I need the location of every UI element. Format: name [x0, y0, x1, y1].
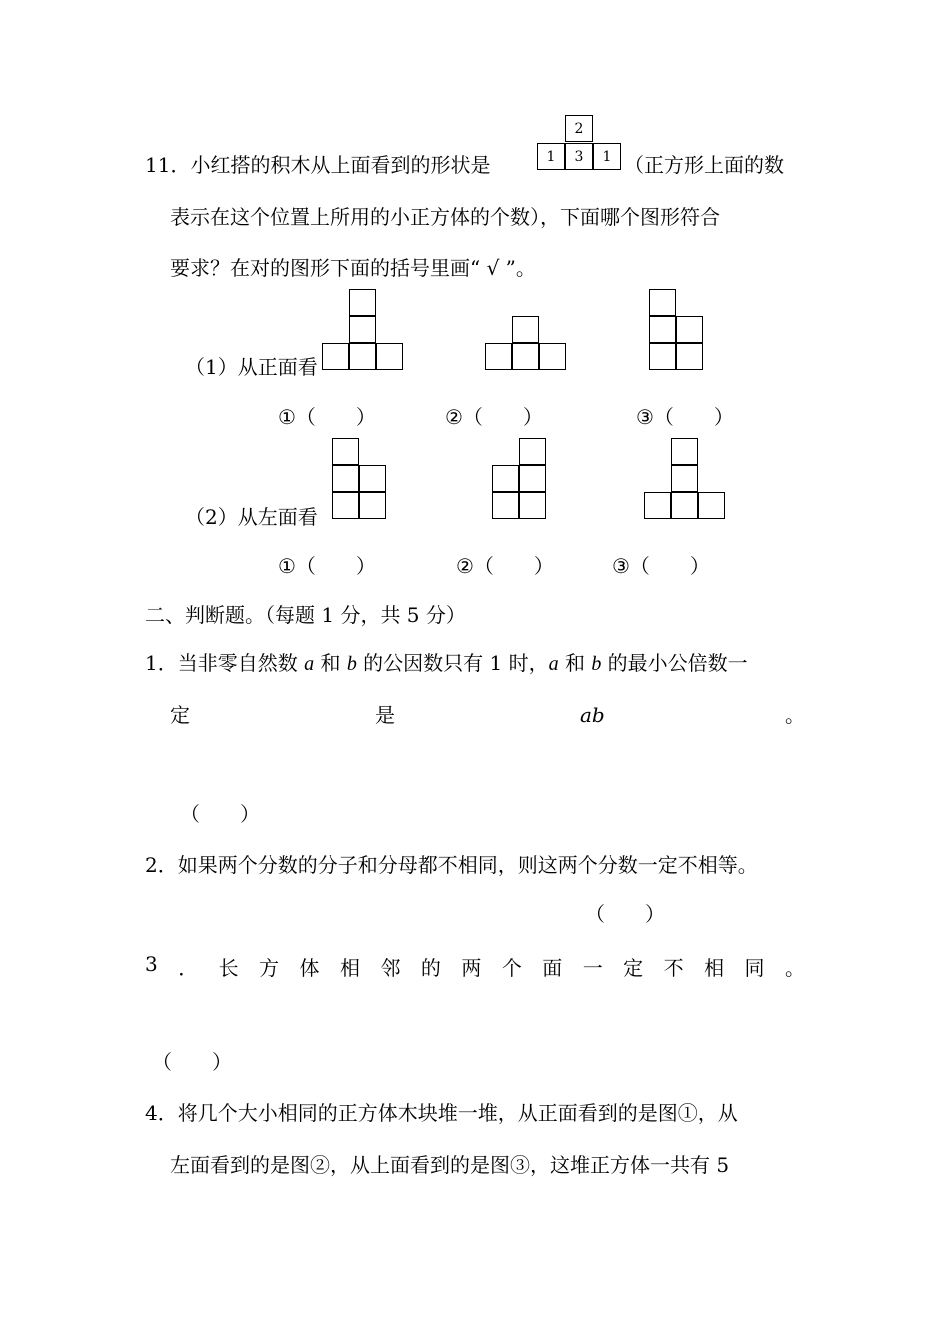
judge-q3-answer-paren[interactable]: （ ） [152, 1050, 232, 1074]
top-view-cell: 3 [565, 143, 593, 170]
part2-label: （2）从左面看 [185, 505, 318, 529]
judge-q4-line1: 4．将几个大小相同的正方体木块堆一堆，从正面看到的是图①，从 [145, 1101, 738, 1125]
judge-q1-answer-paren[interactable]: （ ） [180, 802, 260, 826]
left-option-3-figure [644, 438, 728, 522]
judge-q2-text: 2．如果两个分数的分子和分母都不相同，则这两个分数一定不相等。 [145, 853, 758, 877]
judge-q2-answer-paren[interactable]: （ ） [585, 902, 665, 926]
top-view-cell: 2 [565, 115, 593, 142]
front-option-2-figure [485, 316, 569, 373]
part2-option-2[interactable]: ②（ ） [456, 554, 554, 578]
part1-option-2[interactable]: ②（ ） [445, 405, 543, 429]
top-view-cell: 1 [593, 143, 621, 170]
judge-q1-line1: 1．当非零自然数 a 和 b 的公因数只有 1 时，a 和 b 的最小公倍数一 [145, 651, 748, 675]
part1-option-1[interactable]: ①（ ） [278, 405, 376, 429]
judge-q1-word-1: 定 [170, 703, 190, 727]
left-option-1-figure [332, 438, 389, 522]
q11-line3: 要求？在对的图形下面的括号里画“ √ ”。 [170, 256, 536, 280]
q11-line2: 表示在这个位置上所用的小正方体的个数），下面哪个图形符合 [170, 205, 720, 229]
front-option-1-figure [322, 289, 406, 373]
q11-text-b: （正方形上面的数 [624, 153, 784, 177]
judge-q1-word-2: 是 [375, 703, 395, 727]
judge-q3-text: 3 ． 长 方 体 相 邻 的 两 个 面 一 定 不 相 同 。 [145, 952, 805, 980]
q11-text-a: 11．小红搭的积木从上面看到的形状是 [145, 153, 491, 177]
judge-q1-word-3: ab [580, 703, 605, 727]
part1-label: （1）从正面看 [185, 355, 318, 379]
var-b: b [591, 653, 602, 675]
front-option-3-figure [649, 289, 706, 373]
section2-heading: 二、判断题。（每题 1 分，共 5 分） [145, 603, 466, 627]
var-a: a [304, 653, 315, 675]
part2-option-3[interactable]: ③（ ） [612, 554, 710, 578]
var-a: a [548, 653, 559, 675]
judge-q1-word-4: 。 [785, 703, 805, 727]
judge-q4-line2: 左面看到的是图②，从上面看到的是图③，这堆正方体一共有 5 [170, 1153, 730, 1177]
top-view-figure [537, 115, 621, 171]
var-b: b [346, 653, 357, 675]
top-view-cell: 1 [537, 143, 565, 170]
part2-option-1[interactable]: ①（ ） [278, 554, 376, 578]
left-option-2-figure [492, 438, 549, 522]
part1-option-3[interactable]: ③（ ） [636, 405, 734, 429]
